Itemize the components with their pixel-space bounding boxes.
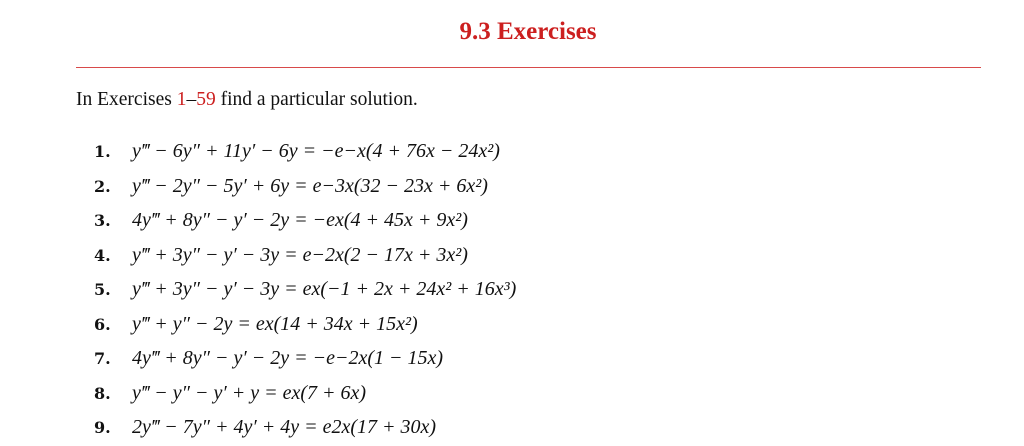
exercise-item	[94, 410, 516, 445]
exercise-number: 4.	[94, 245, 111, 265]
exercise-equation: y‴ + 3y″ − y′ − 3y = ex(−1 + 2x + 24x² + 16x³)	[132, 278, 517, 300]
exercise-number: 5.	[94, 280, 111, 299]
exercise-number: 8.	[94, 383, 111, 403]
exercise-equation: 4y‴ + 8y″ − y′ − 2y = −ex(4 + 45x + 9x²)	[132, 209, 468, 231]
title-divider	[76, 67, 981, 68]
instructions	[76, 89, 418, 111]
range-dash: –	[186, 89, 197, 110]
exercise-item	[94, 376, 516, 411]
exercise-equation: y‴ − 6y″ + 11y′ − 6y = −e−x(4 + 76x − 24x²)	[132, 140, 500, 162]
exercise-item	[94, 134, 516, 169]
exercise-equation: y‴ + y″ − 2y = ex(14 + 34x + 15x²)	[132, 312, 418, 335]
exercise-number: 6.	[94, 314, 111, 334]
exercise-item	[94, 203, 516, 238]
exercise-item	[94, 169, 516, 204]
instructions-suffix: find a particular solution.	[215, 89, 418, 110]
exercise-number: 7.	[94, 349, 111, 368]
exercise-list	[94, 134, 516, 445]
exercise-number: 2.	[94, 176, 111, 196]
exercise-equation: 4y‴ + 8y″ − y′ − 2y = −e−2x(1 − 15x)	[132, 347, 444, 369]
exercise-equation: 2y‴ − 7y″ + 4y′ + 4y = e2x(17 + 30x)	[132, 416, 437, 438]
exercise-number: 1.	[94, 142, 111, 161]
exercise-equation: y‴ − 2y″ − 5y′ + 6y = e−3x(32 − 23x + 6x²)	[132, 174, 488, 197]
exercise-range-end-link[interactable]: 59	[196, 89, 216, 110]
exercise-item	[94, 307, 516, 342]
exercise-number: 3.	[94, 211, 111, 230]
exercise-item	[94, 341, 516, 376]
exercise-item	[94, 238, 516, 273]
exercise-item	[94, 272, 516, 307]
exercise-equation: y‴ + 3y″ − y′ − 3y = e−2x(2 − 17x + 3x²)	[132, 243, 468, 266]
exercise-range-start-link[interactable]: 1	[176, 89, 187, 110]
exercise-number: 9.	[94, 418, 111, 437]
instructions-prefix: In Exercises	[76, 89, 177, 110]
section-title: 9.3 Exercises	[459, 18, 597, 45]
exercise-equation: y‴ − y″ − y′ + y = ex(7 + 6x)	[132, 381, 367, 404]
